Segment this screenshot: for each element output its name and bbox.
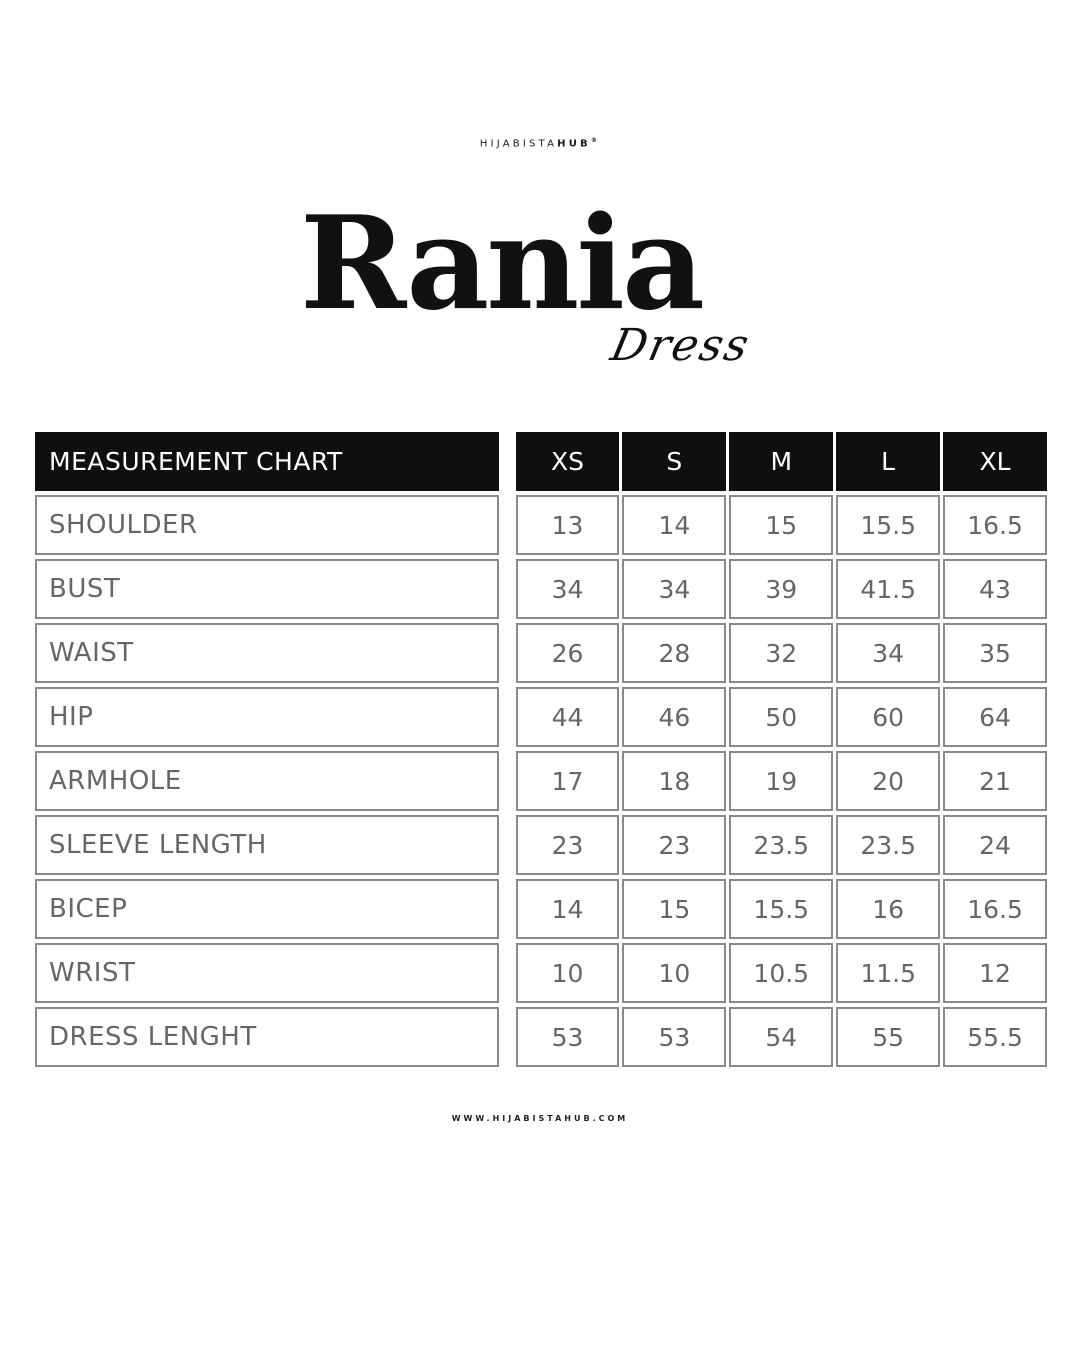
measurement-value: 54 <box>729 1007 833 1067</box>
table-row <box>35 815 1047 875</box>
measurement-label: HIP <box>35 687 499 747</box>
measurement-value: 15 <box>729 495 833 555</box>
measurement-value: 34 <box>836 623 940 683</box>
measurement-value: 10 <box>516 943 620 1003</box>
measurement-value: 19 <box>729 751 833 811</box>
measurement-label: SHOULDER <box>35 495 499 555</box>
measurement-value: 53 <box>516 1007 620 1067</box>
measurement-value: 50 <box>729 687 833 747</box>
size-header-xl: XL <box>943 432 1047 491</box>
measurement-value: 17 <box>516 751 620 811</box>
measurement-value: 16.5 <box>943 879 1047 939</box>
product-name: Rania <box>300 189 702 339</box>
measurement-value: 43 <box>943 559 1047 619</box>
measurement-label: BICEP <box>35 879 499 939</box>
measurement-value: 34 <box>516 559 620 619</box>
measurement-value: 44 <box>516 687 620 747</box>
measurement-value: 14 <box>516 879 620 939</box>
measurement-value: 55.5 <box>943 1007 1047 1067</box>
table-row <box>35 495 1047 555</box>
brand-prefix: HIJABISTA <box>479 138 558 150</box>
size-header-s: S <box>622 432 726 491</box>
table-row <box>35 559 1047 619</box>
measurement-value: 28 <box>622 623 726 683</box>
chart-header-row <box>35 432 1047 491</box>
measurement-value: 15 <box>622 879 726 939</box>
measurement-label: BUST <box>35 559 499 619</box>
measurement-value: 34 <box>622 559 726 619</box>
table-row <box>35 751 1047 811</box>
size-header-l: L <box>836 432 940 491</box>
size-header-m: M <box>729 432 833 491</box>
measurement-value: 23.5 <box>729 815 833 875</box>
table-row <box>35 943 1047 1003</box>
website-url: WWW.HIJABISTAHUB.COM <box>451 1114 629 1123</box>
table-row <box>35 687 1047 747</box>
measurement-value: 53 <box>622 1007 726 1067</box>
measurement-value: 39 <box>729 559 833 619</box>
brand-suffix: HUB <box>557 138 591 150</box>
measurement-value: 14 <box>622 495 726 555</box>
measurement-value: 15.5 <box>729 879 833 939</box>
measurement-value: 11.5 <box>836 943 940 1003</box>
measurement-value: 32 <box>729 623 833 683</box>
measurement-chart <box>35 432 1047 1071</box>
measurement-value: 10.5 <box>729 943 833 1003</box>
measurement-value: 20 <box>836 751 940 811</box>
registered-mark: ® <box>590 137 601 144</box>
brand-logo <box>0 137 1080 149</box>
measurement-value: 13 <box>516 495 620 555</box>
measurement-value: 23.5 <box>836 815 940 875</box>
measurement-value: 16 <box>836 879 940 939</box>
measurement-value: 64 <box>943 687 1047 747</box>
measurement-value: 16.5 <box>943 495 1047 555</box>
table-row <box>35 1007 1047 1067</box>
measurement-label: WAIST <box>35 623 499 683</box>
table-row <box>35 879 1047 939</box>
measurement-value: 12 <box>943 943 1047 1003</box>
measurement-label: DRESS LENGHT <box>35 1007 499 1067</box>
measurement-value: 26 <box>516 623 620 683</box>
measurement-value: 10 <box>622 943 726 1003</box>
measurement-value: 23 <box>516 815 620 875</box>
measurement-value: 55 <box>836 1007 940 1067</box>
table-row <box>35 623 1047 683</box>
measurement-label: SLEEVE LENGTH <box>35 815 499 875</box>
size-header-xs: XS <box>516 432 620 491</box>
measurement-value: 23 <box>622 815 726 875</box>
chart-header-label: MEASUREMENT CHART <box>35 432 499 491</box>
measurement-value: 35 <box>943 623 1047 683</box>
measurement-value: 18 <box>622 751 726 811</box>
product-title <box>300 189 790 390</box>
measurement-label: WRIST <box>35 943 499 1003</box>
measurement-label: ARMHOLE <box>35 751 499 811</box>
product-type: Dress <box>606 320 755 371</box>
measurement-value: 24 <box>943 815 1047 875</box>
measurement-value: 60 <box>836 687 940 747</box>
measurement-value: 21 <box>943 751 1047 811</box>
measurement-value: 15.5 <box>836 495 940 555</box>
measurement-value: 46 <box>622 687 726 747</box>
measurement-value: 41.5 <box>836 559 940 619</box>
